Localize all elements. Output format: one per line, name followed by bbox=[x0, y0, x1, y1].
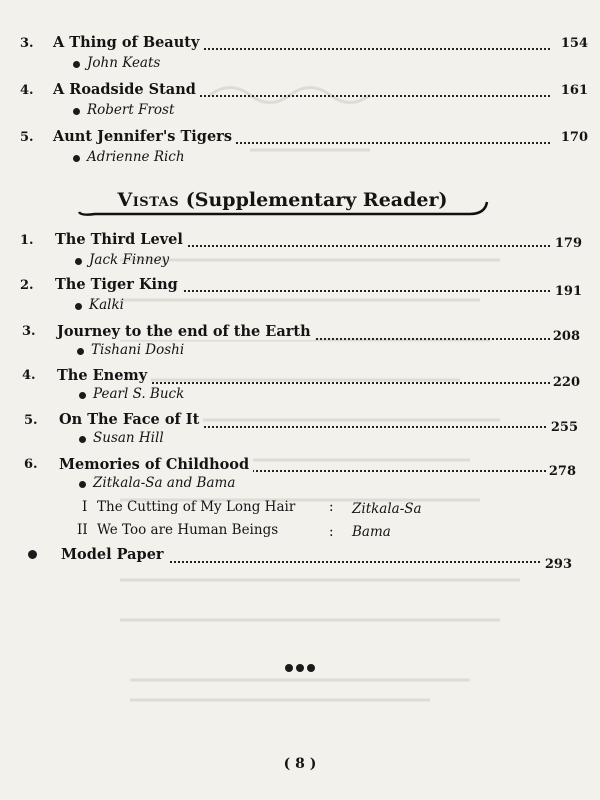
entry-title: The Third Level bbox=[55, 231, 187, 248]
entry-number: 3. bbox=[20, 36, 34, 51]
entry-author: Kalki bbox=[89, 297, 124, 313]
model-paper-bullet-icon bbox=[28, 550, 37, 559]
entry-page: 170 bbox=[558, 130, 588, 145]
sub-entry-title: We Too are Human Beings bbox=[97, 522, 279, 538]
entry-author: Robert Frost bbox=[87, 102, 175, 118]
sub-entry-separator: : bbox=[329, 499, 334, 515]
entry-title: On The Face of It bbox=[59, 411, 203, 428]
entry-title: Model Paper bbox=[61, 546, 168, 563]
entry-page: 255 bbox=[548, 420, 578, 435]
author-bullet-icon bbox=[77, 348, 84, 355]
vistas-section-heading bbox=[75, 178, 490, 220]
dot-icon bbox=[285, 664, 293, 672]
author-bullet-icon bbox=[79, 436, 86, 443]
entry-number: 1. bbox=[20, 233, 34, 248]
entry-title: The Enemy bbox=[57, 367, 151, 384]
entry-title: The Tiger King bbox=[55, 276, 182, 293]
entry-page: 293 bbox=[542, 557, 572, 572]
entry-author: Pearl S. Buck bbox=[93, 386, 185, 402]
entry-page: 161 bbox=[558, 83, 588, 98]
entry-title: A Roadside Stand bbox=[53, 81, 200, 98]
section-heading-text bbox=[75, 189, 490, 211]
end-ornament-dots bbox=[285, 657, 318, 676]
author-bullet-icon bbox=[73, 155, 80, 162]
entry-author: John Keats bbox=[87, 55, 161, 71]
entry-title: Journey to the end of the Earth bbox=[57, 323, 315, 340]
sub-entry-title: The Cutting of My Long Hair bbox=[97, 499, 296, 515]
heading-vistas: Vistas bbox=[117, 189, 180, 211]
author-bullet-icon bbox=[73, 61, 80, 68]
entry-title: A Thing of Beauty bbox=[53, 34, 203, 51]
sub-entry-numeral: I bbox=[82, 499, 88, 515]
dot-icon bbox=[307, 664, 315, 672]
entry-page: 278 bbox=[546, 464, 576, 479]
sub-entry-author: Zitkala-Sa bbox=[352, 501, 422, 517]
entry-number: 5. bbox=[20, 130, 34, 145]
entry-number: 5. bbox=[24, 413, 38, 428]
sub-entry-separator: : bbox=[329, 524, 334, 540]
entry-author: Adrienne Rich bbox=[87, 149, 185, 165]
entry-page: 191 bbox=[552, 284, 582, 299]
entry-number: 3. bbox=[22, 324, 36, 339]
entry-title: Aunt Jennifer's Tigers bbox=[53, 128, 236, 145]
author-bullet-icon bbox=[75, 303, 82, 310]
entry-number: 6. bbox=[24, 457, 38, 472]
page-number: ( 8 ) bbox=[283, 756, 317, 772]
entry-number: 4. bbox=[20, 83, 34, 98]
entry-title: Memories of Childhood bbox=[59, 456, 253, 473]
entry-page: 220 bbox=[550, 375, 580, 390]
entry-page: 154 bbox=[558, 36, 588, 51]
entry-page: 208 bbox=[550, 329, 580, 344]
entry-author: Zitkala-Sa and Bama bbox=[93, 475, 236, 491]
entry-author: Tishani Doshi bbox=[91, 342, 185, 358]
sub-entry-author: Bama bbox=[352, 524, 391, 540]
author-bullet-icon bbox=[75, 258, 82, 265]
entry-number: 4. bbox=[22, 368, 36, 383]
heading-supplementary: (Supplementary Reader) bbox=[185, 189, 448, 211]
dot-icon bbox=[296, 664, 304, 672]
author-bullet-icon bbox=[79, 392, 86, 399]
entry-author: Susan Hill bbox=[93, 430, 164, 446]
sub-entry-numeral: II bbox=[77, 522, 88, 538]
author-bullet-icon bbox=[73, 108, 80, 115]
author-bullet-icon bbox=[79, 481, 86, 488]
entry-author: Jack Finney bbox=[89, 252, 170, 268]
entry-page: 179 bbox=[552, 236, 582, 251]
entry-number: 2. bbox=[20, 278, 34, 293]
